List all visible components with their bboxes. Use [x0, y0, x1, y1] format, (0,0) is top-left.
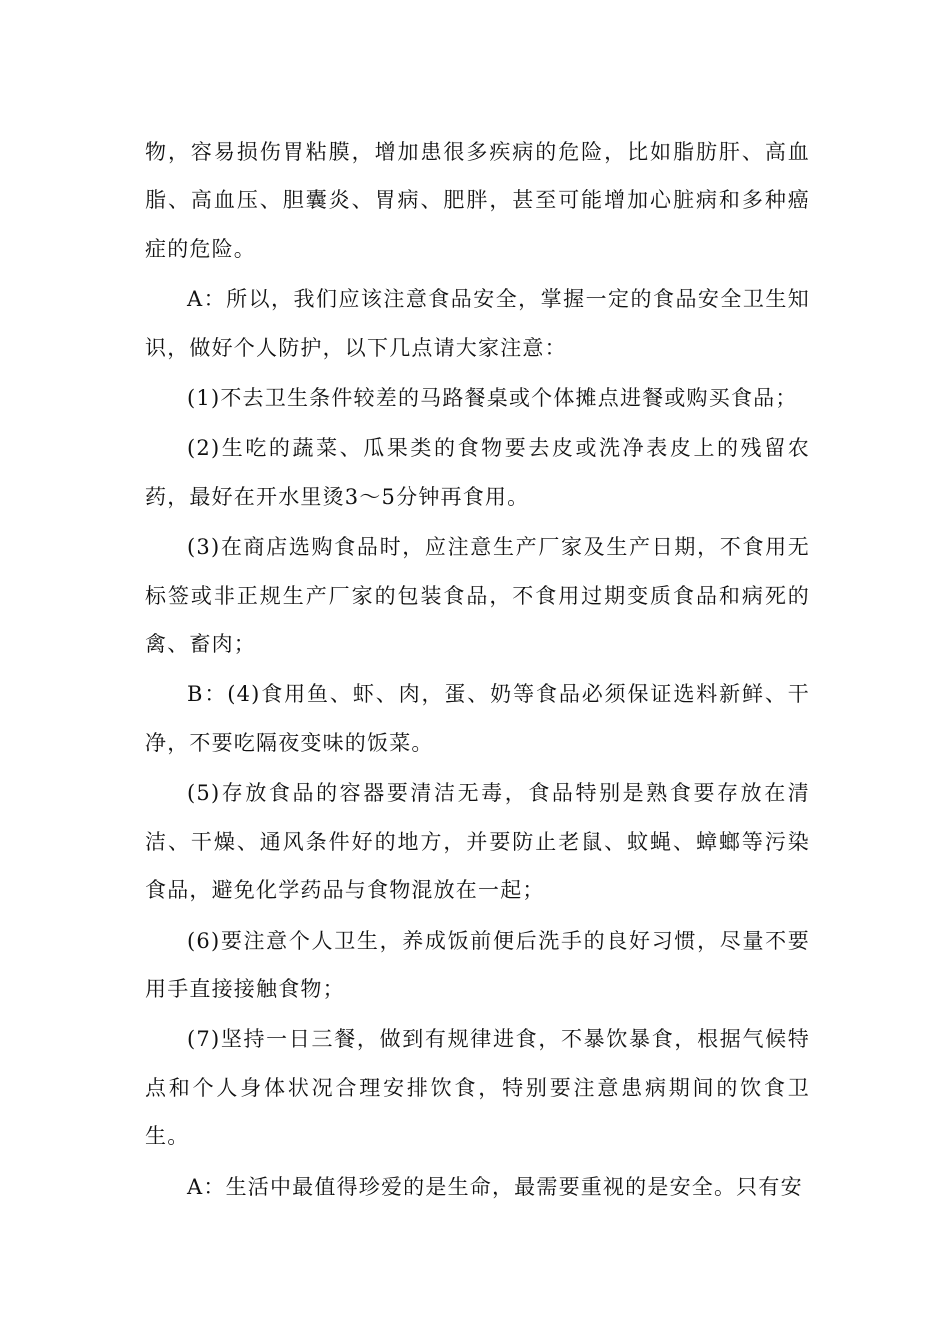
- paragraph-2: A：所以，我们应该注意食品安全，掌握一定的食品安全卫生知识，做好个人防护，以下几点请大家注意：: [145, 287, 810, 360]
- paragraph-7: (5)存放食品的容器要清洁无毒，食品特别是熟食要存放在清洁、干燥、通风条件好的地方，并要防止老鼠、蚊蝇、蟑螂等污染食品，避免化学药品与食物混放在一起；: [145, 781, 810, 903]
- paragraph-8: (6)要注意个人卫生，养成饭前便后洗手的良好习惯，尽量不要用手直接接触食物；: [145, 928, 810, 1001]
- paragraph-9: (7)坚持一日三餐，做到有规律进食，不暴饮暴食，根据气候特点和个人身体状况合理安排饮食，特别要注意患病期间的饮食卫生。: [145, 1027, 810, 1149]
- paragraph-1: 物，容易损伤胃粘膜，增加患很多疾病的危险，比如脂肪肝、高血脂、高血压、胆囊炎、胃病、肥胖，甚至可能增加心脏病和多种癌症的危险。: [145, 140, 810, 261]
- paragraph-10: A：生活中最值得珍爱的是生命，最需要重视的是安全。只有安: [187, 1174, 803, 1199]
- paragraph-3: (1)不去卫生条件较差的马路餐桌或个体摊点进餐或购买食品；: [187, 386, 798, 411]
- document-body: [145, 128, 810, 1213]
- paragraph-6: B：(4)食用鱼、虾、肉，蛋、奶等食品必须保证选料新鲜、干净，不要吃隔夜变味的饭菜。: [145, 682, 810, 755]
- paragraph-4: (2)生吃的蔬菜、瓜果类的食物要去皮或洗净表皮上的残留农药，最好在开水里烫3～5分钟再食用。: [145, 436, 810, 509]
- paragraph-5: (3)在商店选购食品时，应注意生产厂家及生产日期，不食用无标签或非正规生产厂家的包装食品，不食用过期变质食品和病死的禽、畜肉；: [145, 535, 810, 657]
